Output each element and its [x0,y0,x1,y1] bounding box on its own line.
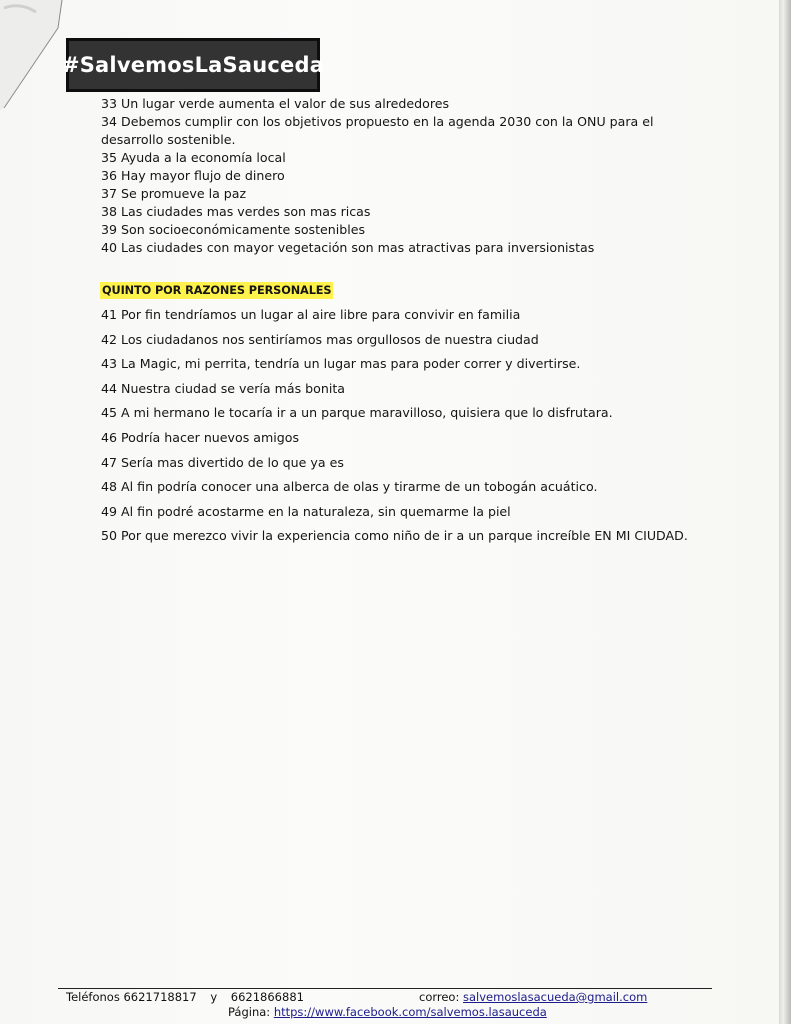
list-item: 38 Las ciudades mas verdes son mas ricas [101,204,371,219]
hashtag-banner [61,38,325,92]
reasons-list-economic [101,95,654,257]
list-item: 48 Al fin podría conocer una alberca de olas y tirarme de un tobogán acuático. [101,479,598,495]
footer-phones [66,990,304,1004]
phone-number-2: 6621866881 [230,990,304,1004]
list-item: 46 Podría hacer nuevos amigos [101,429,300,445]
list-item: 44 Nuestra ciudad se vería más bonita [101,380,345,396]
list-item: 39 Son socioeconómicamente sostenibles [101,222,366,237]
phones-label: Teléfonos [66,990,120,1004]
page-label: Página: [228,1005,271,1019]
email-link[interactable]: salvemoslasacueda@gmail.com [463,990,648,1004]
list-item: 49 Al fin podré acostarme en la naturaleza, sin quemarme la piel [101,503,511,519]
footer-page [228,1005,547,1019]
list-item: 43 La Magic, mi perrita, tendría un lugar mas para poder correr y divertirse. [101,356,581,372]
phone-number-1: 6621718817 [123,990,197,1004]
reasons-list-personal [101,303,688,549]
footer-divider [58,988,712,989]
list-item: 50 Por que merezco vivir la experiencia como niño de ir a un parque increíble EN MI CIUDAD. [101,528,688,544]
list-item: 42 Los ciudadanos nos sentiríamos mas orgullosos de nuestra ciudad [101,331,539,347]
footer-email [419,990,647,1004]
section-heading-personal: QUINTO POR RAZONES PERSONALES [102,284,332,297]
list-item: 40 Las ciudades con mayor vegetación son mas atractivas para inversionistas [101,240,595,255]
hashtag-text: #SalvemosLaSauceda [61,53,325,77]
list-item: 35 Ayuda a la economía local [101,150,286,165]
list-item: 47 Sería mas divertido de lo que ya es [101,454,344,470]
page-edge-shadow [779,0,791,1024]
list-item: 33 Un lugar verde aumenta el valor de sus alrededores [101,96,450,111]
email-label: correo: [419,990,460,1004]
list-item: 37 Se promueve la paz [101,186,247,201]
list-item: desarrollo sostenible. [101,132,236,147]
list-item: 45 A mi hermano le tocaría ir a un parque maravilloso, quisiera que lo disfrutara. [101,405,613,421]
page-corner-fold [0,0,70,110]
facebook-page-link[interactable]: https://www.facebook.com/salvemos.lasauceda [273,1005,547,1019]
list-item: 41 Por fin tendríamos un lugar al aire libre para convivir en familia [101,307,521,322]
list-item: 34 Debemos cumplir con los objetivos propuesto en la agenda 2030 con la ONU para el [101,114,654,129]
list-item: 36 Hay mayor flujo de dinero [101,168,285,183]
phones-conjunction: y [210,990,218,1004]
